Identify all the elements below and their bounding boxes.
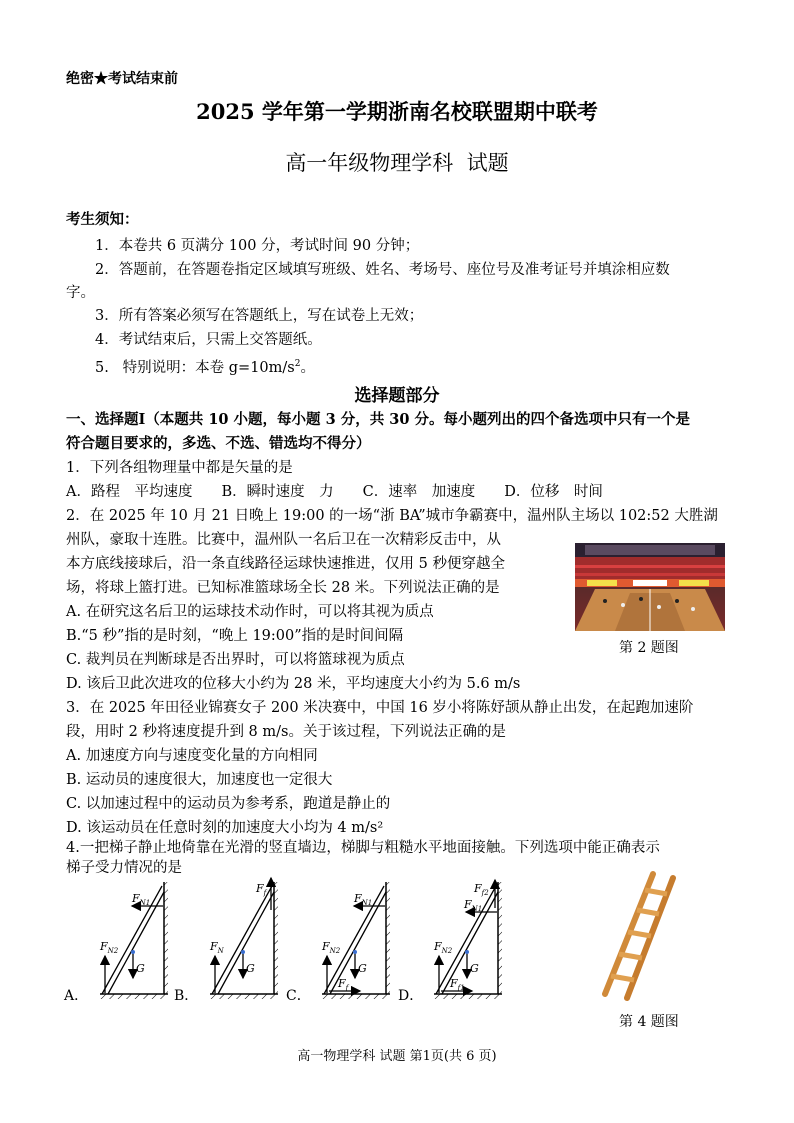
force-g-label: G — [136, 962, 145, 975]
force-n2-label: $F_{N2}$ — [322, 940, 341, 955]
q3-option-d: D. 该运动员在任意时刻的加速度大小均为 4 m/s² — [66, 820, 384, 836]
q2-option-c: C. 裁判员在判断球是否出界时，可以将篮球视为质点 — [66, 652, 405, 668]
force-f-label: $F_f$ — [256, 882, 267, 897]
force-n1-label: $F_{N1}$ — [132, 892, 151, 907]
q4-ladder-image — [595, 868, 685, 1004]
notice-item-5-sup: 2 — [294, 359, 301, 369]
notice-item-5 — [95, 354, 315, 378]
part1-heading: 一、选择题Ⅰ（本题共 10 小题，每小题 3 分，共 30 分。每小题列出的四个备选项中只有一个是 — [66, 411, 691, 428]
q1-options: A．路程 平均速度 B．瞬时速度 力 C．速率 加速度 D．位移 时间 — [66, 484, 603, 500]
force-g-label: G — [470, 962, 479, 975]
q4-figure-caption: 第 4 题图 — [619, 1014, 679, 1030]
q1-stem: 1．下列各组物理量中都是矢量的是 — [66, 460, 293, 476]
notice-item-2: 2．答题前，在答题卷指定区域填写班级、姓名、考场号、座位号及准考证号并填涂相应数 — [95, 262, 670, 278]
q2-option-a: A. 在研究这名后卫的运球技术动作时，可以将其视为质点 — [66, 604, 434, 620]
q4-line-1: 4.一把梯子静止地倚靠在光滑的竖直墙边，梯脚与粗糙水平地面接触。下列选项中能正确表示 — [66, 840, 660, 856]
notice-item-5-text: 特别说明：本卷 g=10m/s — [122, 359, 295, 376]
q2-photo — [575, 543, 725, 631]
subtitle-subject: 高一年级物理学科 — [285, 151, 454, 175]
force-f-label: $F_f$ — [338, 977, 349, 992]
q2-line-4: 场，将球上篮打进。已知标准篮球场全长 28 米。下列说法正确的是 — [66, 580, 500, 596]
notice-heading: 考生须知： — [66, 211, 139, 228]
diagram-a — [63, 882, 168, 1004]
exam-subtitle — [0, 147, 794, 177]
diagram-b — [174, 878, 278, 1004]
force-f1-label: $F_{f1}$ — [450, 977, 465, 992]
page-footer: 高一物理学科 试题 第1页(共 6 页) — [297, 1049, 497, 1064]
force-n1-label: $F_{N1}$ — [464, 898, 483, 913]
section-title: 选择题部分 — [354, 386, 440, 406]
notice-item-3: 3．所有答案必须写在答题纸上，写在试卷上无效； — [95, 308, 424, 324]
center-of-mass — [353, 950, 357, 954]
diagram-a-label: A． — [64, 988, 89, 1004]
force-f2-label: $F_{f2}$ — [474, 882, 489, 897]
force-g-label: G — [246, 962, 255, 975]
subtitle-kind: 试题 — [466, 151, 509, 175]
q2-line-1: 2．在 2025 年 10 月 21 日晚上 19:00 的一场“浙 BA”城市争霸赛中，温州队主场以 102:52 大胜湖 — [66, 508, 718, 524]
confidential-mark: 绝密★考试结束前 — [66, 71, 178, 87]
q3-option-b: B. 运动员的速度很大，加速度也一定很大 — [66, 772, 333, 788]
q3-option-a: A. 加速度方向与速度变化量的方向相同 — [66, 748, 318, 764]
diagram-b-label: B． — [174, 988, 199, 1004]
notice-item-5-num: 5. — [95, 359, 109, 376]
part1-heading-cont: 符合题目要求的，多选、不选、错选均不得分） — [66, 435, 371, 452]
diagram-c — [286, 882, 390, 1004]
force-g-label: G — [358, 962, 367, 975]
diagram-d-label: D． — [398, 988, 424, 1004]
q3-option-c: C. 以加速过程中的运动员为参考系，跑道是静止的 — [66, 796, 391, 812]
q2-option-b: B.“5 秒”指的是时刻，“晚上 19:00”指的是时间间隔 — [66, 628, 404, 644]
diagram-d — [398, 880, 502, 1004]
arena-photo-image — [575, 543, 725, 631]
force-n1-label: $F_{N1}$ — [354, 892, 373, 907]
notice-item-2-cont: 字。 — [66, 285, 95, 301]
q4-force-diagrams — [60, 870, 580, 1010]
q2-option-d: D. 该后卫此次进攻的位移大小约为 28 米，平均速度大小约为 5.6 m/s — [66, 676, 521, 692]
ladder-rail — [108, 892, 164, 994]
q3-line-1: 3．在 2025 年田径业锦赛女子 200 米决赛中，中国 16 岁小将陈妤颉从静止出发，在起跑加速阶 — [66, 700, 694, 716]
q2-line-3: 本方底线接球后，沿一条直线路径运球快速推进，仅用 5 秒便穿越全 — [66, 556, 505, 572]
notice-item-4: 4．考试结束后，只需上交答题纸。 — [95, 332, 322, 348]
ladder-rail — [218, 892, 274, 994]
force-n2-label: $F_{N2}$ — [100, 940, 119, 955]
notice-item-1: 1．本卷共 6 页满分 100 分，考试时间 90 分钟； — [95, 238, 420, 254]
center-of-mass — [131, 950, 135, 954]
q2-figure-caption: 第 2 题图 — [619, 640, 679, 656]
force-n-label: $F_N$ — [210, 940, 224, 955]
ladder-rung — [611, 976, 634, 980]
q2-line-2: 州队，豪取十连胜。比赛中，温州队一名后卫在一次精彩反击中，从 — [66, 532, 501, 548]
force-n2-label: $F_{N2}$ — [434, 940, 453, 955]
q3-line-2: 段，用时 2 秒将速度提升到 8 m/s。关于该过程，下列说法正确的是 — [66, 724, 506, 740]
ladder-rail — [212, 886, 272, 994]
q4-line-2: 梯子受力情况的是 — [66, 860, 182, 876]
exam-title: 2025 学年第一学期浙南名校联盟期中联考 — [196, 99, 598, 124]
notice-item-5-end: 。 — [300, 359, 315, 376]
center-of-mass — [465, 950, 469, 954]
center-of-mass — [241, 950, 245, 954]
diagram-c-label: C． — [286, 988, 311, 1004]
